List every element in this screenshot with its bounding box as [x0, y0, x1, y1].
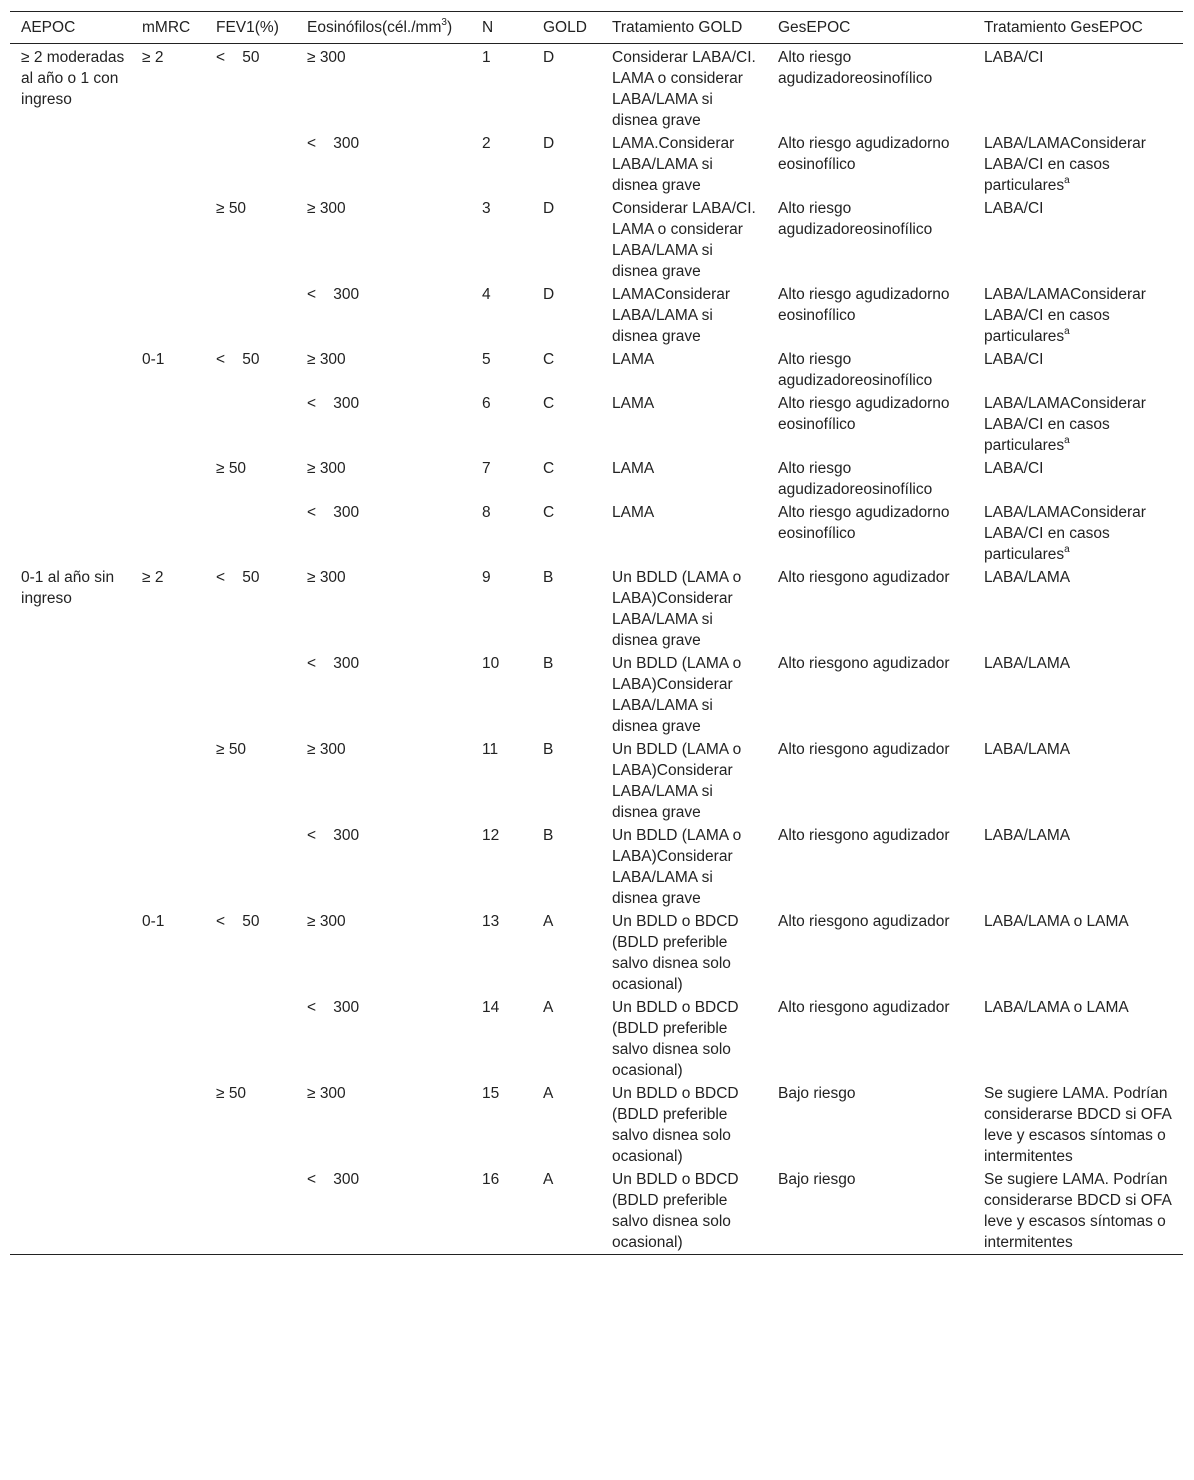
n-cell: 13	[482, 913, 500, 930]
header-eosinophils: $Eosinófilos(cél./mm^3)$	[307, 16, 453, 36]
gold-treatment-cell: LAMA.Considerar LABA/LAMA si disnea grave	[612, 135, 735, 194]
n-cell: 4	[482, 286, 491, 303]
gesepoc-treatment-cell: Se sugiere LAMA. Podrían considerarse BDCD si OFA leve y escasos síntomas o intermitentes	[984, 1171, 1171, 1251]
gesepoc-cell: Alto riesgo agudizadoreosinofílico	[778, 460, 933, 498]
gold-treatment-cell: Un BDLD (LAMA o LABA)Considerar LABA/LAMA si disnea grave	[612, 569, 742, 649]
n-cell: 16	[482, 1171, 500, 1188]
header-gold: GOLD	[543, 19, 587, 36]
eosinophils-cell: ≥ 300	[307, 913, 346, 930]
gold-treatment-cell: Considerar LABA/CI. LAMA o considerar LABA/LAMA si disnea grave	[612, 49, 756, 129]
table-row	[10, 910, 1183, 996]
n-cell: 10	[482, 655, 500, 672]
n-cell: 11	[482, 741, 499, 758]
eosinophils-cell: < 300	[307, 655, 360, 672]
gold-cell: D	[543, 286, 555, 303]
gold-treatment-cell: LAMA	[612, 351, 655, 368]
gold-cell: A	[543, 999, 554, 1016]
mmrc-cell: 0-1	[142, 351, 165, 368]
gold-cell: D	[543, 200, 555, 217]
gold-treatment-cell: Un BDLD (LAMA o LABA)Considerar LABA/LAMA si disnea grave	[612, 655, 742, 735]
eosinophils-cell: < 300	[307, 504, 360, 521]
mmrc-cell: ≥ 2	[142, 569, 164, 586]
copd-treatment-table	[10, 11, 1183, 1255]
gesepoc-cell: Bajo riesgo	[778, 1171, 856, 1188]
gesepoc-treatment-cell: LABA/LAMAConsiderar LABA/CI en casos particulares$^a$	[984, 395, 1146, 454]
eosinophils-cell: ≥ 300	[307, 460, 346, 477]
gesepoc-treatment-cell: LABA/LAMA o LAMA	[984, 913, 1129, 930]
n-cell: 9	[482, 569, 491, 586]
gold-treatment-cell: LAMA	[612, 504, 655, 521]
n-cell: 5	[482, 351, 491, 368]
gold-cell: B	[543, 655, 554, 672]
mmrc-cell: ≥ 2	[142, 49, 164, 66]
gesepoc-cell: Alto riesgo agudizadoreosinofílico	[778, 200, 933, 238]
eosinophils-cell: ≥ 300	[307, 49, 346, 66]
gesepoc-cell: Alto riesgono agudizador	[778, 913, 950, 930]
table-row	[10, 44, 1183, 133]
gold-treatment-cell: Un BDLD (LAMA o LABA)Considerar LABA/LAMA si disnea grave	[612, 827, 742, 907]
fev1-cell: ≥ 50	[216, 460, 247, 477]
gold-cell: A	[543, 913, 554, 930]
gesepoc-treatment-cell: LABA/LAMA o LAMA	[984, 999, 1129, 1016]
header-mmrc: mMRC	[142, 19, 191, 36]
n-cell: 12	[482, 827, 500, 844]
aepoc-group-cell: 0-1 al año sin ingreso	[21, 569, 115, 607]
gesepoc-treatment-cell: LABA/LAMA	[984, 827, 1071, 844]
header-fev1: FEV1(%)	[216, 19, 279, 36]
gesepoc-cell: Alto riesgo agudizadorno eosinofílico	[778, 504, 950, 542]
n-cell: 1	[482, 49, 491, 66]
gold-treatment-cell: Un BDLD o BDCD (BDLD preferible salvo disnea solo ocasional)	[612, 999, 739, 1079]
n-cell: 14	[482, 999, 500, 1016]
gold-treatment-cell: Un BDLD (LAMA o LABA)Considerar LABA/LAMA si disnea grave	[612, 741, 742, 821]
gesepoc-cell: Alto riesgono agudizador	[778, 655, 950, 672]
fev1-cell: ≥ 50	[216, 741, 247, 758]
eosinophils-cell: < 300	[307, 827, 360, 844]
eosinophils-cell: ≥ 300	[307, 569, 346, 586]
eosinophils-cell: ≥ 300	[307, 351, 346, 368]
n-cell: 3	[482, 200, 491, 217]
n-cell: 2	[482, 135, 491, 152]
aepoc-group-cell: ≥ 2 moderadas al año o 1 con ingreso	[21, 49, 125, 108]
gold-cell: A	[543, 1085, 554, 1102]
footnote-mark: a	[1064, 543, 1070, 555]
gold-treatment-cell: LAMAConsiderar LABA/LAMA si disnea grave	[612, 286, 731, 345]
fev1-cell: < 50	[216, 913, 260, 930]
gold-cell: B	[543, 741, 554, 758]
gold-cell: C	[543, 395, 555, 412]
gesepoc-treatment-cell: LABA/LAMAConsiderar LABA/CI en casos particulares$^a$	[984, 135, 1146, 194]
gesepoc-treatment-cell: Se sugiere LAMA. Podrían considerarse BDCD si OFA leve y escasos síntomas o intermitentes	[984, 1085, 1171, 1165]
gold-cell: B	[543, 569, 554, 586]
gesepoc-cell: Alto riesgono agudizador	[778, 741, 950, 758]
gesepoc-cell: Alto riesgono agudizador	[778, 569, 950, 586]
gold-cell: B	[543, 827, 554, 844]
n-cell: 15	[482, 1085, 500, 1102]
fev1-cell: < 50	[216, 49, 260, 66]
gesepoc-treatment-cell: LABA/LAMA	[984, 741, 1071, 758]
n-cell: 7	[482, 460, 491, 477]
header-aepoc: AEPOC	[21, 19, 76, 36]
gesepoc-cell: Bajo riesgo	[778, 1085, 856, 1102]
gesepoc-cell: Alto riesgo agudizadoreosinofílico	[778, 351, 933, 389]
fev1-cell: < 50	[216, 351, 260, 368]
gold-cell: C	[543, 504, 555, 521]
header-row	[10, 12, 1183, 44]
eosinophils-cell: < 300	[307, 395, 360, 412]
gesepoc-treatment-cell: LABA/LAMAConsiderar LABA/CI en casos particulares$^a$	[984, 504, 1146, 563]
gold-treatment-cell: Un BDLD o BDCD (BDLD preferible salvo disnea solo ocasional)	[612, 913, 739, 993]
eosinophils-cell: < 300	[307, 135, 360, 152]
gold-treatment-cell: Un BDLD o BDCD (BDLD preferible salvo disnea solo ocasional)	[612, 1085, 739, 1165]
fev1-cell: < 50	[216, 569, 260, 586]
gesepoc-treatment-cell: LABA/CI	[984, 49, 1044, 66]
eosinophils-cell: ≥ 300	[307, 200, 346, 217]
header-gesepoc-treatment: Tratamiento GesEPOC	[984, 19, 1143, 36]
gesepoc-cell: Alto riesgo agudizadoreosinofílico	[778, 49, 933, 87]
fev1-cell: ≥ 50	[216, 1085, 247, 1102]
eosinophils-cell: < 300	[307, 286, 360, 303]
gesepoc-treatment-cell: LABA/LAMA	[984, 655, 1071, 672]
gesepoc-treatment-cell: LABA/LAMA	[984, 569, 1071, 586]
gesepoc-cell: Alto riesgo agudizadorno eosinofílico	[778, 135, 950, 173]
gesepoc-treatment-cell: LABA/CI	[984, 351, 1044, 368]
gold-treatment-cell: Considerar LABA/CI. LAMA o considerar LABA/LAMA si disnea grave	[612, 200, 756, 280]
mmrc-cell: 0-1	[142, 913, 165, 930]
gold-cell: C	[543, 460, 555, 477]
gesepoc-treatment-cell: LABA/LAMAConsiderar LABA/CI en casos particulares$^a$	[984, 286, 1146, 345]
header-n: N	[482, 19, 494, 36]
header-gesepoc: GesEPOC	[778, 19, 851, 36]
footnote-mark: a	[1064, 174, 1070, 186]
footnote-mark: a	[1064, 434, 1070, 446]
gold-treatment-cell: LAMA	[612, 395, 655, 412]
gesepoc-treatment-cell: LABA/CI	[984, 200, 1044, 217]
table-row	[10, 566, 1183, 652]
gesepoc-cell: Alto riesgo agudizadorno eosinofílico	[778, 286, 950, 324]
eosinophils-cell: < 300	[307, 999, 360, 1016]
table-container	[10, 11, 1183, 1255]
gesepoc-treatment-cell: LABA/CI	[984, 460, 1044, 477]
gesepoc-cell: Alto riesgono agudizador	[778, 827, 950, 844]
fev1-cell: ≥ 50	[216, 200, 247, 217]
table-row	[10, 348, 1183, 392]
eosinophils-cell: < 300	[307, 1171, 360, 1188]
n-cell: 8	[482, 504, 491, 521]
gold-treatment-cell: Un BDLD o BDCD (BDLD preferible salvo disnea solo ocasional)	[612, 1171, 739, 1251]
n-cell: 6	[482, 395, 491, 412]
header-gold-treatment: Tratamiento GOLD	[612, 19, 743, 36]
eosinophils-cell: ≥ 300	[307, 1085, 346, 1102]
footnote-mark: a	[1064, 325, 1070, 337]
gold-cell: C	[543, 351, 555, 368]
gold-treatment-cell: LAMA	[612, 460, 655, 477]
gesepoc-cell: Alto riesgono agudizador	[778, 999, 950, 1016]
gold-cell: D	[543, 49, 555, 66]
gold-cell: D	[543, 135, 555, 152]
eosinophils-cell: ≥ 300	[307, 741, 346, 758]
gold-cell: A	[543, 1171, 554, 1188]
gesepoc-cell: Alto riesgo agudizadorno eosinofílico	[778, 395, 950, 433]
